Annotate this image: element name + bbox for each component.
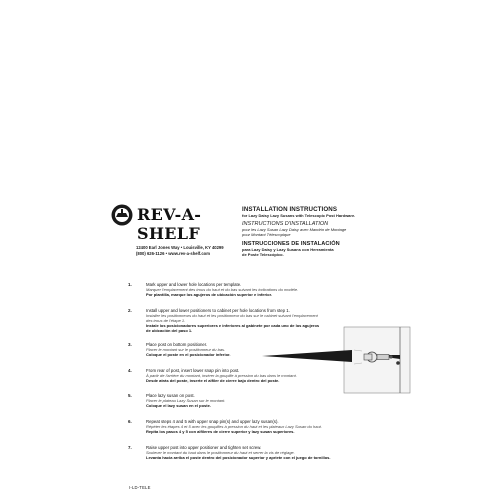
instructions-header (242, 206, 442, 257)
step-number: 5. (128, 393, 132, 398)
step-text-fr: des trous de l'étape 1. (146, 318, 186, 324)
step-number: 1. (128, 282, 132, 287)
step-text-fr: Répéter les étapes 4 et 5 avec les goupilles à pression du haut et les plateaux Lazy Susan du haut. (146, 424, 322, 430)
step-text-es: de ubicación del paso 1. (146, 328, 193, 334)
step-text-es: Por plantilla, marque los agujeros de ubicación superior e inferior. (146, 292, 273, 298)
step-text-es: Coloque el lazy susan en el poste. (146, 403, 211, 409)
step-text-en: Mark upper and lower hole locations per template. (146, 282, 242, 287)
step-text-en: Install upper and lower positioners to cabinet per hole locations from step 1. (146, 308, 290, 313)
step-text-fr: Marquer l'emplacement des trous du haut et du bas suivant les indications du modèle. (146, 287, 299, 293)
company-address (136, 245, 224, 257)
step-text-fr: Installer les positionneurs du haut et les positionneur du bas sur le cabinet suivant l'emplacement (146, 313, 318, 319)
subtitle-fr-1: pour les Lazy Susan Lazy Daisy avec Mandrin de Montage (242, 227, 347, 232)
step-text-fr: Placer le plateau Lazy Susan sur le montant. (146, 398, 226, 404)
subtitle-fr-2: pour Montant Télescopique (242, 232, 291, 237)
brand-block (110, 203, 250, 243)
snap-pin-diagram-illustration (342, 325, 412, 395)
subtitle-en: for Lazy Daisy Lazy Susans with Telescopic Post Hardware. (242, 213, 356, 218)
step-text-es: Instale los posicionadores superiores e inferiores al gabinete por cada uno de los agujeros (146, 323, 320, 329)
step-text-en: From rear of post, insert lower snap pin into post. (146, 368, 240, 373)
step-text-es: Coloque el poste en el posicionador inferior. (146, 352, 231, 358)
step-text-en: Place lazy susan on post. (146, 393, 195, 398)
step-text-es: Desde atrás del poste, inserte el alfiler de cierre bajo dentro del poste. (146, 378, 280, 384)
step-text-es: Levanta hacia arriba el poste dentro del posicionador superior y apriete con el juego de tornillos. (146, 455, 331, 461)
subtitle-es-1: para Lazy Daisy y Lazy Susans con Herramienta (242, 247, 334, 252)
subtitle-es-2: de Poste Telescópico. (242, 252, 284, 257)
rev-a-shelf-logo-icon (110, 203, 134, 227)
address-line-1: 12400 Earl Jones Way • Louisville, KY 40299 (136, 245, 224, 250)
address-line-2: (800) 626-1126 • www.rev-a-shelf.com (136, 250, 210, 256)
step-text-en: Repeat steps 4 and 5 with upper snap pin(s) and upper lazy susan(s). (146, 419, 279, 424)
step-number: 4. (128, 368, 132, 373)
step-text-fr: Soulever le montant du haut dans le positionneur du haut et serrer la vis de réglage. (146, 450, 295, 456)
step-text-es: Repita los pasos 4 y 5 con alfileres de cierre superior y lazy susan superiores. (146, 429, 295, 435)
step-number: 7. (128, 445, 132, 450)
title-es: INSTRUCCIONES DE INSTALACIÓN (242, 241, 340, 247)
title-en: INSTALLATION INSTRUCTIONS (242, 206, 338, 213)
step-text-en: Place post on bottom positioner. (146, 342, 208, 347)
pointer-wedge-graphic (262, 350, 352, 362)
document-code: I-LD-TELE (129, 485, 151, 490)
step-number: 6. (128, 419, 132, 424)
step-text-en: Raise upper post into upper positioner and tighten set screw. (146, 445, 262, 450)
step-text-fr: Placer le montant sur le positionneur du bas. (146, 347, 226, 353)
step-number: 2. (128, 308, 132, 313)
title-fr: INSTRUCTIONS D'INSTALLATION (242, 221, 329, 227)
step-number: 3. (128, 342, 132, 347)
step-text-fr: À partir de l'arrière du montant, insérer la goupille à pression du bas dans le montant. (146, 373, 297, 379)
brand-name: REV-A-SHELF (137, 205, 202, 243)
